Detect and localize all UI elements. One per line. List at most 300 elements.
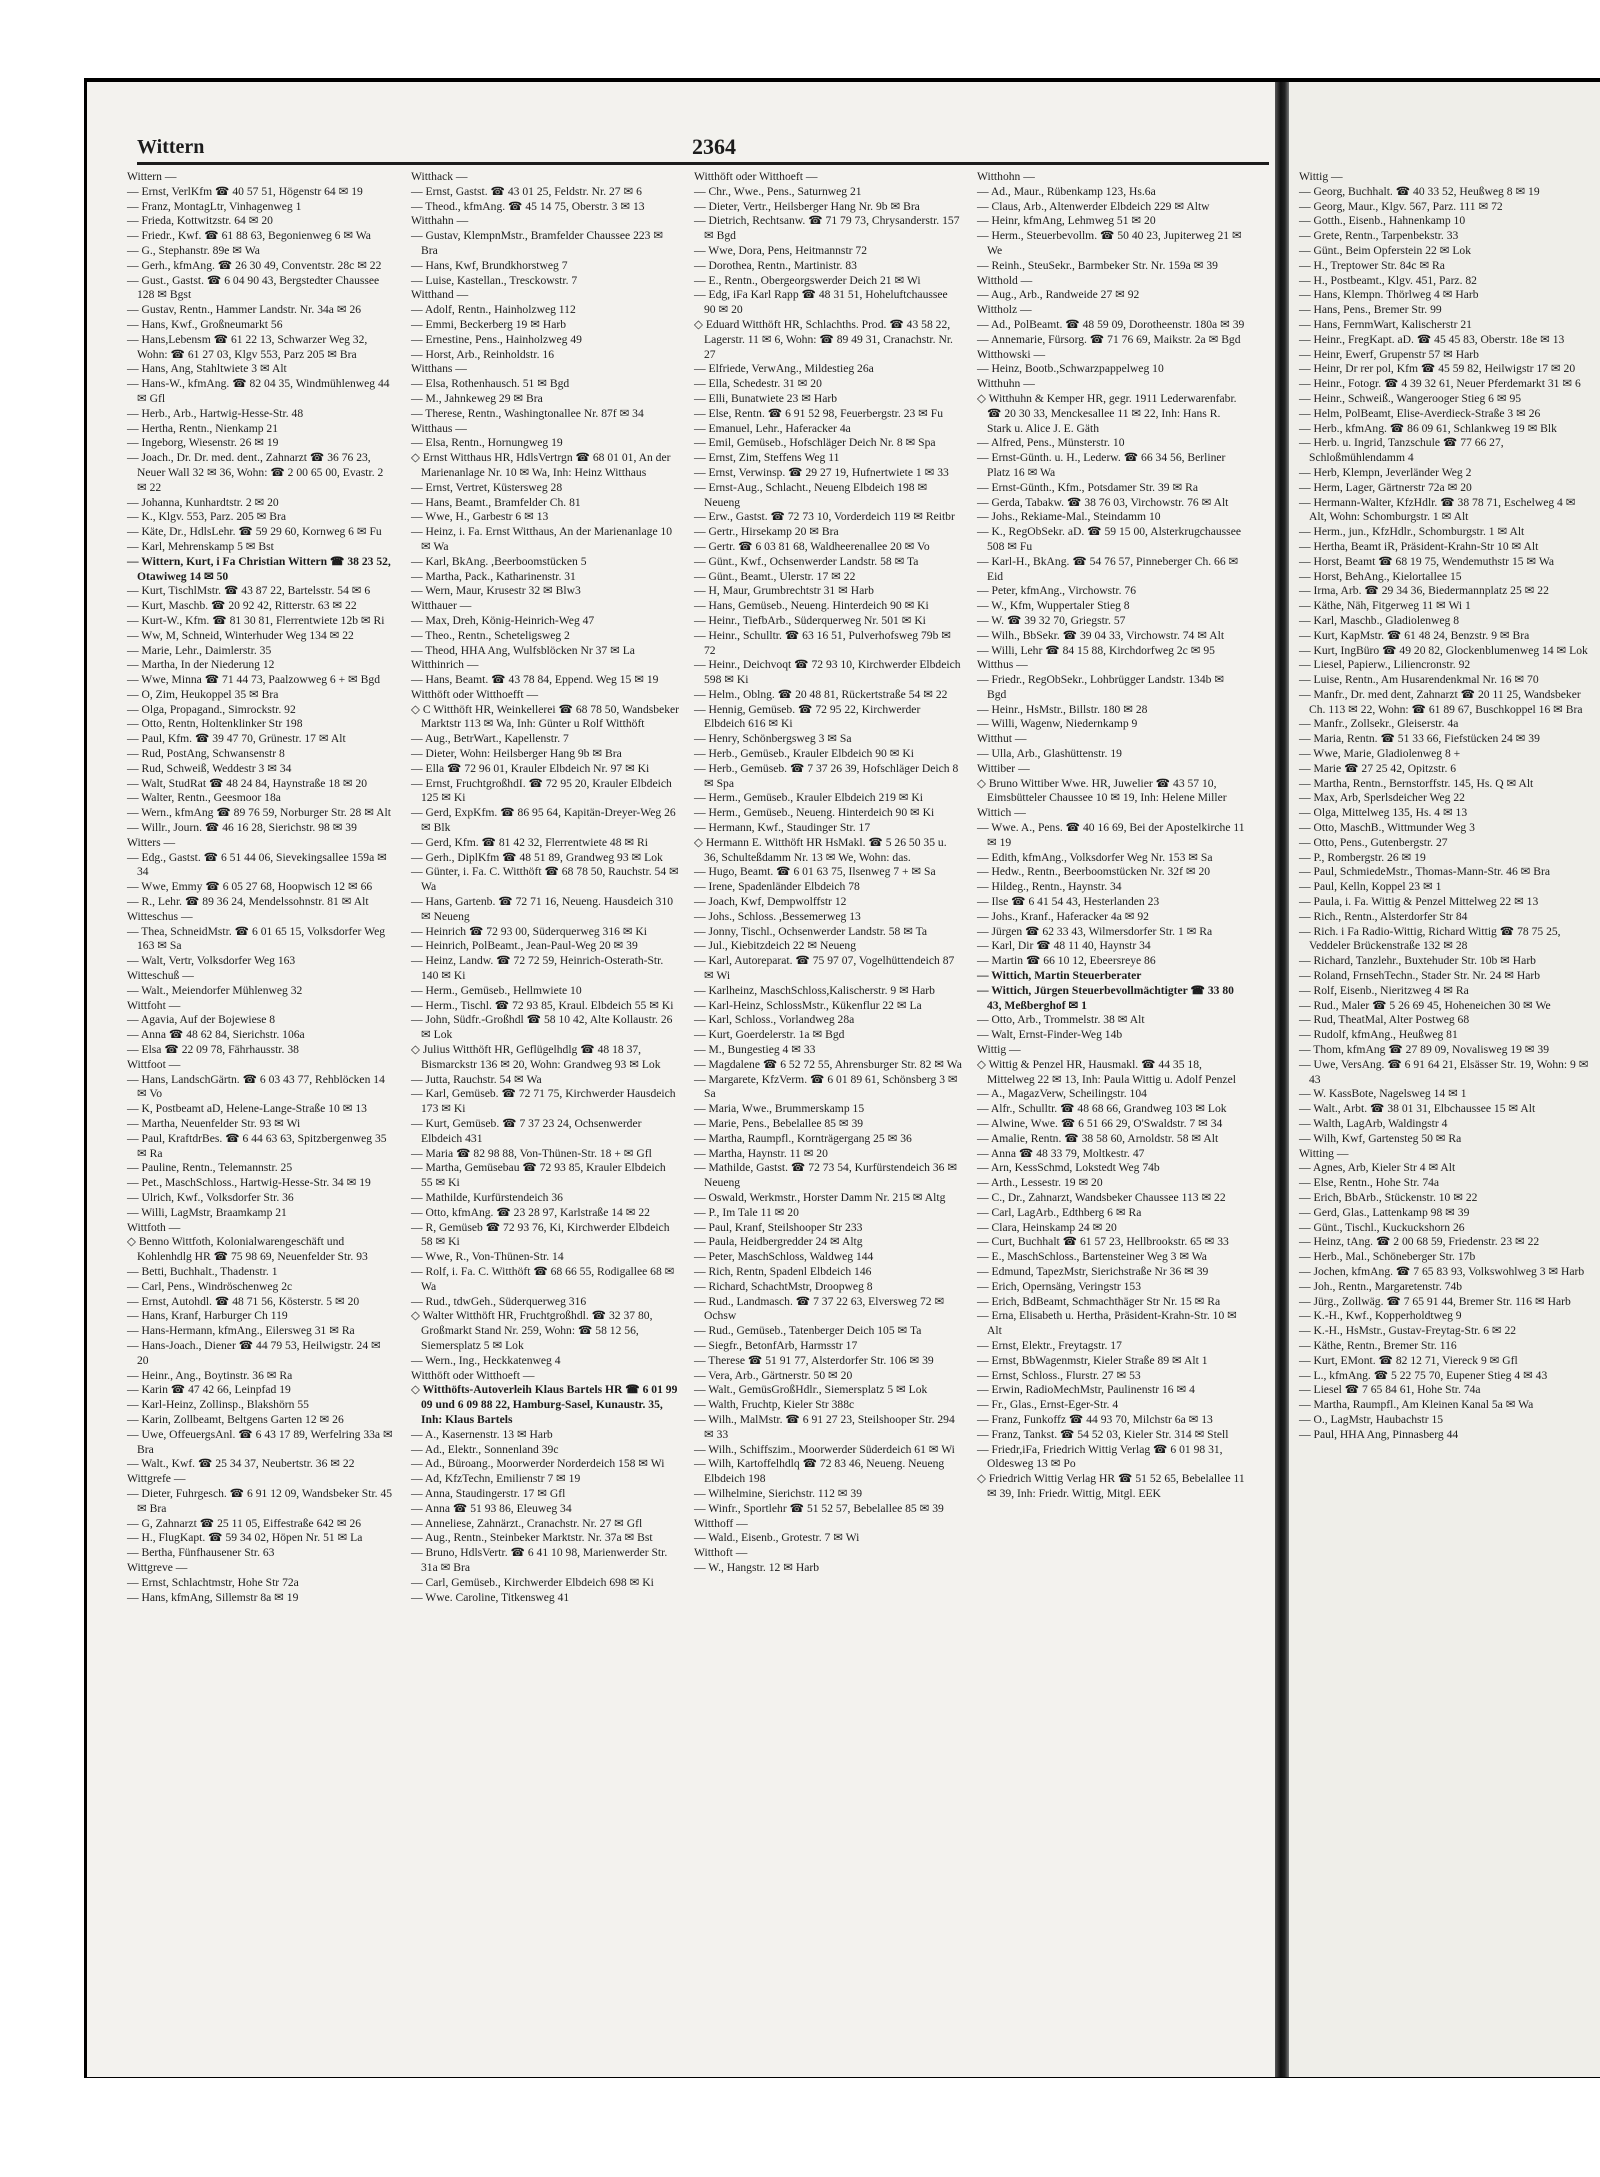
directory-entry: — Adolf, Rentn., Hainholzweg 112 <box>411 303 576 317</box>
directory-entry: — Joach., Dr. Dr. med. dent., Zahnarzt ☎ 36 76 23, Neuer Wall 32 ✉ 36, Wohn: ☎ 2 00 65 00, Evastr. 2 ✉ 22 <box>127 451 384 494</box>
directory-entry: — Clara, Heinskamp 24 ✉ 20 <box>977 1220 1117 1234</box>
directory-entry: — M., Bungestieg 4 ✉ 33 <box>694 1043 816 1057</box>
directory-entry: — Bruno, HdlsVertr. ☎ 6 41 10 98, Marienwerder Str. 31a ✉ Bra <box>411 1546 668 1574</box>
surname-heading: Wittgrefe — <box>127 1472 186 1486</box>
directory-entry: — Heinr, Ewerf, Grupenstr 57 ✉ Harb <box>1299 347 1479 361</box>
directory-entry: — Therese, Rentn., Washingtonallee Nr. 87f ✉ 34 <box>411 406 644 420</box>
surname-heading: Witthans — <box>411 362 467 376</box>
directory-entry: ◇ Bruno Wittiber Wwe. HR, Juwelier ☎ 43 57 10, Eimsbütteler Chaussee 10 ✉ 19, Inh: Helene Miller <box>977 776 1227 805</box>
surname-heading: Wittiber — <box>977 761 1030 775</box>
directory-entry: — Karl, Dir ☎ 48 11 40, Haynstr 34 <box>977 939 1151 953</box>
surname-heading: Witteschus — <box>127 909 193 923</box>
directory-entry: — Fr., Glas., Ernst-Eger-Str. 4 <box>977 1398 1119 1412</box>
directory-entry: — Rich., Rentn., Alsterdorfer Str 84 <box>1299 909 1468 923</box>
directory-entry: — W., Kfm, Wuppertaler Stieg 8 <box>977 599 1130 613</box>
directory-entry: — Karl, Autoreparat. ☎ 75 97 07, Vogelhüttendeich 87 ✉ Wi <box>694 954 955 983</box>
directory-entry: — Wwe, H., Garbestr 6 ✉ 13 <box>411 510 549 524</box>
directory-entry: — Hans,Lebensm ☎ 61 22 13, Schwarzer Weg 32, Wohn: ☎ 61 27 03, Klgv 553, Parz 205 ✉ Bra <box>127 332 368 361</box>
directory-entry: — Hugo, Beamt. ☎ 6 01 63 75, Ilsenweg 7 + ✉ Sa <box>694 865 936 879</box>
directory-entry: — Heinz, Bootb.,Schwarzpappelweg 10 <box>977 362 1164 376</box>
surname-heading: Witthinrich — <box>411 658 479 672</box>
directory-entry: ◇ Friedrich Wittig Verlag HR ☎ 51 52 65, Bebelallee 11 ✉ 39, Inh: Friedr. Wittig, Mitgl. EEK <box>977 1472 1245 1500</box>
directory-entry: — Uwe, OffeuergsAnl. ☎ 6 43 17 89, Werfelring 33a ✉ Bra <box>127 1427 393 1456</box>
directory-entry: — Ella, Schedestr. 31 ✉ 20 <box>694 377 822 391</box>
directory-entry: — Richard, Tanzlehr., Buxtehuder Str. 10b ✉ Harb <box>1299 954 1536 968</box>
directory-entry: — Ernst, Elektr., Freytagstr. 17 <box>977 1338 1122 1352</box>
directory-entry: — Johs., Rekiame-Mal., Steindamm 10 <box>977 510 1161 524</box>
directory-entry: — O., LagMstr, Haubachstr 15 <box>1299 1412 1444 1426</box>
directory-entry: — Edmund, TapezMstr, Sierichstraße Nr 36 ✉ 39 <box>977 1264 1209 1278</box>
directory-entry: — Carl, LagArb., Edthberg 6 ✉ Ra <box>977 1205 1142 1219</box>
directory-entry: — Else, Rentn. ☎ 6 91 52 98, Feuerbergstr. 23 ✉ Fu <box>694 406 944 420</box>
directory-entry: — Luise, Rentn., Am Husarendenkmal Nr. 16 ✉ 70 <box>1299 673 1539 687</box>
directory-entry: — Liesel ☎ 7 65 84 61, Hohe Str. 74a <box>1299 1383 1481 1397</box>
directory-entry: — H, Maur, Grumbrechtstr 31 ✉ Harb <box>694 584 874 598</box>
directory-entry: — W., Hangstr. 12 ✉ Harb <box>694 1560 819 1574</box>
directory-entry: — Otto, Rentn, Holtenklinker Str 198 <box>127 717 303 731</box>
directory-entry: — Herb., Gemüseb., Krauler Elbdeich 90 ✉ Ki <box>694 747 914 761</box>
directory-entry: — Ernst, Zim, Steffens Weg 11 <box>694 451 840 465</box>
directory-entry: — Martha, Pack., Katharinenstr. 31 <box>411 569 576 583</box>
directory-entry: — Olga, Mittelweg 135, Hs. 4 ✉ 13 <box>1299 806 1468 820</box>
directory-entry: — Ernst, Schloss., Flurstr. 27 ✉ 53 <box>977 1368 1141 1382</box>
surname-heading: Witthöft oder Witthoefft — <box>411 687 539 701</box>
directory-entry: — Walth, LagArb, Waldingstr 4 <box>1299 1117 1448 1130</box>
directory-entry: — K.-H., Kwf., Kopperholdtweg 9 <box>1299 1309 1462 1323</box>
directory-entry: — Hertha, Rentn., Nienkamp 21 <box>127 421 279 435</box>
directory-entry: — Wilh, Kwf, Gartensteg 50 ✉ Ra <box>1299 1131 1462 1145</box>
directory-entry: — Ernst-Günth., Kfm., Potsdamer Str. 39 ✉ Ra <box>977 480 1198 494</box>
directory-entry: — Peter, MaschSchloss, Waldweg 144 <box>694 1250 874 1264</box>
directory-entry: — Anna ☎ 51 93 86, Eleuweg 34 <box>411 1501 572 1515</box>
directory-entry: — M., Jahnkeweg 29 ✉ Bra <box>411 391 543 405</box>
directory-entry: — Maria, Rentn. ☎ 51 33 66, Fiefstücken 24 ✉ 39 <box>1299 732 1540 746</box>
directory-entry: — Kurt, IngBüro ☎ 49 20 82, Glockenblumenweg 14 ✉ Lok <box>1299 643 1588 657</box>
directory-entry: — Günter, i. Fa. C. Witthöft ☎ 68 78 50, Rauchstr. 54 ✉ Wa <box>411 865 679 894</box>
directory-entry: — Rud., tdwGeh., Süderquerweg 316 <box>411 1294 587 1308</box>
directory-entry: — Heinrich ☎ 72 93 00, Süderquerweg 316 ✉ Ki <box>411 924 648 938</box>
column-2 <box>411 170 679 1605</box>
directory-entry: ◇ Wittig & Penzel HR, Hausmakl. ☎ 44 35 18, Mittelweg 22 ✉ 13, Inh: Paula Wittig u. Adolf Penzel <box>977 1057 1236 1086</box>
directory-entry: — Max, Arb, Sperlsdeicher Weg 22 <box>1299 791 1465 805</box>
directory-entry: — Friedr., RegObSekr., Lohbrügger Landstr. 134b ✉ Bgd <box>977 673 1225 701</box>
directory-entry: — Peter, kfmAng., Virchowstr. 76 <box>977 584 1136 598</box>
directory-entry: — Hans, Kwf., Großneumarkt 56 <box>127 317 283 331</box>
directory-entry: — Arth., Lessestr. 19 ✉ 20 <box>977 1176 1103 1190</box>
directory-entry: — Herm., jun., KfzHdlr., Schomburgstr. 1 ✉ Alt <box>1299 525 1525 539</box>
directory-entry: — Dieter, Wohn: Heilsberger Hang 9b ✉ Bra <box>411 747 622 761</box>
surname-heading: Wittholz — <box>977 303 1032 317</box>
directory-entry: — Herm., Gemüseb., Krauler Elbdeich 219 ✉ Ki <box>694 791 923 805</box>
directory-entry: — Rolf, Eisenb., Nieritzweg 4 ✉ Ra <box>1299 983 1469 997</box>
directory-entry: — Marie, Pens., Bebelallee 85 ✉ 39 <box>694 1117 864 1130</box>
directory-entry: — Willr., Journ. ☎ 46 16 28, Sierichstr. 98 ✉ 39 <box>127 821 357 835</box>
directory-entry: — Claus, Arb., Altenwerder Elbdeich 229 ✉ Altw <box>977 199 1210 213</box>
directory-entry: — Günt., Beim Opferstein 22 ✉ Lok <box>1299 243 1472 257</box>
surname-heading: Witthoft — <box>694 1546 748 1560</box>
directory-entry: — Frieda, Kottwitzstr. 64 ✉ 20 <box>127 214 273 228</box>
directory-entry: — Hans, Kranf, Harburger Ch 119 <box>127 1309 288 1323</box>
directory-entry: — Karl, Schloss., Vorlandweg 28a <box>694 1013 855 1027</box>
directory-entry: — Kurt, Goerdelerstr. 1a ✉ Bgd <box>694 1028 845 1042</box>
directory-entry: — Hans, Gemüseb., Neueng. Hinterdeich 90 ✉ Ki <box>694 599 929 613</box>
surname-heading: Witters — <box>127 835 176 849</box>
directory-entry: — Gerd, Glas., Lattenkamp 98 ✉ 39 <box>1299 1205 1470 1219</box>
directory-entry: — Max, Dreh, König-Heinrich-Weg 47 <box>411 613 595 627</box>
directory-entry: — Martha, In der Niederung 12 <box>127 658 275 672</box>
directory-entry: — Anna, Staudingerstr. 17 ✉ Gfl <box>411 1486 566 1500</box>
directory-entry: — Winfr., Sportlehr ☎ 51 52 57, Bebelallee 85 ✉ 39 <box>694 1501 944 1515</box>
column-3 <box>694 170 962 1576</box>
directory-entry: — Rud., Gemüseb., Tatenberger Deich 105 ✉ Ta <box>694 1324 922 1338</box>
directory-entry: ◇ Witthuhn & Kemper HR, gegr. 1911 Lederwarenfabr. ☎ 20 30 33, Menckesallee 11 ✉ 22, Inh: Hans R. Stark u. Alice J. E. Gäth <box>977 391 1237 435</box>
directory-entry: — Karl, Gemüseb. ☎ 72 71 75, Kirchwerder Hausdeich 173 ✉ Ki <box>411 1087 676 1116</box>
surname-heading: Wittig — <box>1299 170 1343 183</box>
directory-entry: — Ernst, Gastst. ☎ 43 01 25, Feldstr. Nr. 27 ✉ 6 <box>411 184 642 198</box>
directory-entry: — Uwe, VersAng. ☎ 6 91 64 21, Elsässer Str. 19, Wohn: 9 ✉ 43 <box>1299 1057 1589 1086</box>
directory-entry: — Walt, Vertr, Volksdorfer Weg 163 <box>127 954 296 968</box>
directory-entry: — Ernst, BbWagenmstr, Kieler Straße 89 ✉ Alt 1 <box>977 1353 1208 1367</box>
directory-entry: — Carl, Gemüseb., Kirchwerder Elbdeich 698 ✉ Ki <box>411 1575 654 1589</box>
directory-entry: — Martha, Gemüsebau ☎ 72 93 85, Krauler Elbdeich 55 ✉ Ki <box>411 1161 666 1190</box>
directory-entry: — Paul, Kranf, Steilshooper Str 233 <box>694 1220 863 1234</box>
directory-entry: — Hildeg., Rentn., Haynstr. 34 <box>977 880 1122 894</box>
directory-entry: — Maria ☎ 82 98 88, Von-Thünen-Str. 18 + ✉ Gfl <box>411 1146 652 1160</box>
directory-entry: — Ad., Maur., Rübenkamp 123, Hs.6a <box>977 184 1156 198</box>
directory-entry: — Ernst, FruchtgroßhdI. ☎ 72 95 20, Krauler Elbdeich 125 ✉ Ki <box>411 776 672 805</box>
directory-entry: — Ernst, VerlKfm ☎ 40 57 51, Högenstr 64 ✉ 19 <box>127 184 363 198</box>
directory-entry: — L., kfmAng. ☎ 5 22 75 70, Eupener Stieg 4 ✉ 43 <box>1299 1368 1548 1382</box>
column-1 <box>127 170 395 1605</box>
directory-entry: — Hans, kfmAng, Sillemstr 8a ✉ 19 <box>127 1590 299 1604</box>
directory-entry: — Henry, Schönbergsweg 3 ✉ Sa <box>694 732 852 746</box>
directory-entry: — Horst, Beamt ☎ 68 19 75, Wendemuthstr 15 ✉ Wa <box>1299 554 1554 568</box>
directory-entry: — Ulla, Arb., Glashüttenstr. 19 <box>977 747 1122 761</box>
directory-entry: — Günt., Tischl., Kuckuckshorn 26 <box>1299 1220 1465 1234</box>
directory-entry: — Johs., Schloss. ,Bessemerweg 13 <box>694 909 861 923</box>
directory-entry: — R., Lehr. ☎ 89 36 24, Mendelssohnstr. 81 ✉ Alt <box>127 895 369 909</box>
directory-entry: — Hans-Joach., Diener ☎ 44 79 53, Heilwigstr. 24 ✉ 20 <box>127 1338 381 1367</box>
directory-entry: — Otto, kfmAng. ☎ 23 28 97, Karlstraße 14 ✉ 22 <box>411 1205 650 1219</box>
directory-entry: — Heinz, Landw. ☎ 72 72 59, Heinrich-Osterath-Str. 140 ✉ Ki <box>411 954 664 983</box>
directory-entry: — Jürgen ☎ 62 33 43, Wilmersdorfer Str. 1 ✉ Ra <box>977 924 1213 938</box>
directory-entry: — Mathilde, Kurfürstendeich 36 <box>411 1190 563 1204</box>
directory-entry: — Rud, Schweiß, Weddestr 3 ✉ 34 <box>127 761 292 775</box>
directory-entry: — Heinr., TiefbArb., Süderquerweg Nr. 501 ✉ Ki <box>694 613 926 627</box>
directory-entry: — Reinh., SteuSekr., Barmbeker Str. Nr. 159a ✉ 39 <box>977 258 1218 272</box>
directory-entry: — Walt, StudRat ☎ 48 24 84, Haynstraße 18 ✉ 20 <box>127 776 368 790</box>
directory-entry: — Martha, Neuenfelder Str. 93 ✉ Wi <box>127 1117 301 1130</box>
directory-entry: — Heinr., Deichvoqt ☎ 72 93 10, Kirchwerder Elbdeich 598 ✉ Ki <box>694 658 961 687</box>
directory-entry: — Heinr, Dr rer pol, Kfm ☎ 45 59 82, Heilwigstr 17 ✉ 20 <box>1299 362 1576 376</box>
directory-entry: — A., MagazVerw, Scheilingstr. 104 <box>977 1087 1147 1101</box>
directory-entry: — Karin, Zollbeamt, Beltgens Garten 12 ✉ 26 <box>127 1412 344 1426</box>
directory-entry: — Käthe, Näh, Fitgerweg 11 ✉ Wi 1 <box>1299 599 1471 613</box>
directory-entry: — Kurt, Maschb. ☎ 20 92 42, Ritterstr. 63 ✉ 22 <box>127 599 357 613</box>
directory-entry: — Ella ☎ 72 96 01, Krauler Elbdeich Nr. 97 ✉ Ki <box>411 761 650 775</box>
surname-heading: Witthowski — <box>977 347 1046 361</box>
directory-entry: — Herb., Arb., Hartwig-Hesse-Str. 48 <box>127 406 304 420</box>
directory-entry: — Wilh, Kartoffelhdlq ☎ 72 83 46, Neueng. Neueng Elbdeich 198 <box>694 1457 945 1486</box>
directory-entry: — Wittern, Kurt, i Fa Christian Wittern ☎ 38 23 52, Otawiweg 14 ✉ 50 <box>127 554 391 583</box>
directory-entry: — Wwe, R., Von-Thünen-Str. 14 <box>411 1250 564 1264</box>
directory-entry: — Hans, Gartenb. ☎ 72 71 16, Neueng. Hausdeich 310 ✉ Neueng <box>411 895 674 923</box>
directory-entry: — Ernst-Aug., Schlacht., Neueng Elbdeich 198 ✉ Neueng <box>694 480 928 509</box>
directory-entry: — Käthe, Rentn., Bremer Str. 116 <box>1299 1338 1457 1352</box>
directory-entry: — Elli, Bunatwiete 23 ✉ Harb <box>694 391 838 405</box>
next-page-column <box>1299 170 1591 1443</box>
directory-entry: — Ernst, Autohdl. ☎ 48 71 56, Kösterstr. 5 ✉ 20 <box>127 1294 360 1308</box>
directory-entry: — Anna ☎ 48 62 84, Sierichstr. 106a <box>127 1028 305 1042</box>
directory-entry: — G, Zahnarzt ☎ 25 11 05, Eiffestraße 642 ✉ 26 <box>127 1516 362 1530</box>
directory-entry: — Erich, BbArb., Stückenstr. 10 ✉ 22 <box>1299 1190 1478 1204</box>
directory-entry: — Herm, Lager, Gärtnerstr 72a ✉ 20 <box>1299 480 1472 494</box>
directory-entry: — Günt., Kwf., Ochsenwerder Landstr. 58 ✉ Ta <box>694 554 919 568</box>
directory-entry: — Irma, Arb. ☎ 29 34 36, Biedermannplatz 25 ✉ 22 <box>1299 584 1549 598</box>
directory-entry: — W. ☎ 39 32 70, Griegstr. 57 <box>977 613 1126 627</box>
directory-entry: — Käte, Dr., HdlsLehr. ☎ 59 29 60, Kornweg 6 ✉ Fu <box>127 525 382 539</box>
directory-entry: — Elsa ☎ 22 09 78, Fährhausstr. 38 <box>127 1043 299 1057</box>
directory-entry: — Herm., Gemüseb., Hellmwiete 10 <box>411 983 582 997</box>
directory-entry: — Erich, Opernsäng, Veringstr 153 <box>977 1279 1141 1293</box>
directory-entry: — Ad., Elektr., Sonnenland 39c <box>411 1442 559 1456</box>
directory-entry: — Willi, Wagenw, Niedernkamp 9 <box>977 717 1138 731</box>
directory-entry: — Paula, i. Fa. Wittig & Penzel Mittelweg 22 ✉ 13 <box>1299 895 1539 909</box>
directory-entry: — A., Kasernenstr. 13 ✉ Harb <box>411 1427 553 1441</box>
surname-heading: Wittgreve — <box>127 1560 188 1574</box>
directory-entry: — Willi, LagMstr, Braamkamp 21 <box>127 1205 287 1219</box>
directory-entry: — Magdalene ☎ 6 52 72 55, Ahrensburger Str. 82 ✉ Wa <box>694 1057 962 1071</box>
directory-entry: — Hennig, Gemüseb. ☎ 72 95 22, Kirchwerder Elbdeich 616 ✉ Ki <box>694 702 921 731</box>
directory-entry: — Edith, kfmAng., Volksdorfer Weg Nr. 153 ✉ Sa <box>977 850 1213 864</box>
surname-heading: Witthahn — <box>411 214 469 228</box>
directory-entry: — Rolf, i. Fa. C. Witthöft ☎ 68 66 55, Rodigallee 68 ✉ Wa <box>411 1264 675 1293</box>
directory-entry: — Heinr., Ang., Boytinstr. 36 ✉ Ra <box>127 1368 293 1382</box>
directory-entry: — Walt., GemüsGroßHdlr., Siemersplatz 5 ✉ Lok <box>694 1383 928 1397</box>
directory-entry: — Paul, Kfm. ☎ 39 47 70, Grünestr. 17 ✉ Alt <box>127 732 346 746</box>
directory-entry: — Dietrich, Rechtsanw. ☎ 71 79 73, Chrysanderstr. 157 ✉ Bgd <box>694 214 960 243</box>
directory-entry: — Mathilde, Gastst. ☎ 72 73 54, Kurfürstendeich 36 ✉ Neueng <box>694 1161 958 1190</box>
directory-entry: — Paul, SchmiedeMstr., Thomas-Mann-Str. 46 ✉ Bra <box>1299 865 1551 879</box>
directory-entry: — Rudolf, kfmAng., Heußweg 81 <box>1299 1028 1458 1042</box>
directory-entry: — Roland, FrnsehTechn., Stader Str. Nr. 24 ✉ Harb <box>1299 969 1541 983</box>
directory-entry: — Otto, Arb., Trommelstr. 38 ✉ Alt <box>977 1013 1145 1027</box>
directory-entry: — Horst, Arb., Reinholdstr. 16 <box>411 347 554 361</box>
directory-entry: — Ernst, Schlachtmstr, Hohe Str 72a <box>127 1575 299 1589</box>
directory-entry: — Rud., Maler ☎ 5 26 69 45, Hoheneichen 30 ✉ We <box>1299 998 1551 1012</box>
directory-entry: — Manfr., Dr. med dent, Zahnarzt ☎ 20 11 25, Wandsbeker Ch. 113 ✉ 22, Wohn: ☎ 61 89 67, Buschkoppel 16 ✉ Bra <box>1299 687 1583 716</box>
directory-entry: — Aug., Arb., Randweide 27 ✉ 92 <box>977 288 1140 302</box>
directory-entry: — Friedr,iFa, Friedrich Wittig Verlag ☎ 6 01 98 31, Oldesweg 13 ✉ Po <box>977 1442 1223 1471</box>
directory-entry: — Wwe. A., Pens. ☎ 40 16 69, Bei der Apostelkirche 11 ✉ 19 <box>977 821 1245 849</box>
directory-entry: — Rud, PostAng, Schwansenstr 8 <box>127 747 285 761</box>
directory-entry: — Friedr., Kwf. ☎ 61 88 63, Begonienweg 6 ✉ Wa <box>127 229 371 243</box>
directory-entry: — Liesel, Papierw., Liliencronstr. 92 <box>1299 658 1471 672</box>
directory-entry: — Heinr., FregKapt. aD. ☎ 45 45 83, Oberstr. 18e ✉ 13 <box>1299 332 1565 346</box>
directory-entry: — Walth, Fruchtp, Kieler Str 388c <box>694 1398 855 1412</box>
directory-entry: — Wwe, Minna ☎ 71 44 73, Paalzowweg 6 + ✉ Bgd <box>127 673 380 687</box>
directory-entry: — Alfred, Pens., Münsterstr. 10 <box>977 436 1125 450</box>
surname-heading: Witteschuß — <box>127 969 194 983</box>
directory-entry: — O, Zim, Heukoppel 35 ✉ Bra <box>127 687 279 701</box>
page-number: 2364 <box>692 134 736 159</box>
directory-entry: — Hermann, Kwf., Staudinger Str. 17 <box>694 821 871 835</box>
directory-entry: — Edg, iFa Karl Rapp ☎ 48 31 51, Hoheluftchaussee 90 ✉ 20 <box>694 288 948 317</box>
directory-entry: — C., Dr., Zahnarzt, Wandsbeker Chaussee 113 ✉ 22 <box>977 1190 1226 1204</box>
directory-entry: — Kurt, TischlMstr. ☎ 43 87 22, Bartelsstr. 54 ✉ 6 <box>127 584 371 598</box>
directory-entry: — Karl-H., BkAng. ☎ 54 76 57, Pinneberger Ch. 66 ✉ Eid <box>977 554 1239 583</box>
directory-entry: — Wern, Maur, Krusestr 32 ✉ Blw3 <box>411 584 581 598</box>
directory-entry: — Emmi, Beckerberg 19 ✉ Harb <box>411 317 567 331</box>
directory-entry: — Walt, Ernst-Finder-Weg 14b <box>977 1028 1123 1042</box>
directory-entry: — Karl-Heinz, Zollinsp., Blakshörn 55 <box>127 1398 309 1412</box>
directory-entry: — Wald., Eisenb., Grotestr. 7 ✉ Wi <box>694 1531 860 1545</box>
directory-entry: — Horst, BehAng., Kielortallee 15 <box>1299 569 1462 583</box>
directory-entry: — Karl, Mehrenskamp 5 ✉ Bst <box>127 539 274 553</box>
directory-entry: — Alwine, Wwe. ☎ 6 51 66 29, O'Swaldstr. 7 ✉ 34 <box>977 1117 1223 1130</box>
directory-entry: — Helm., Oblng. ☎ 20 48 81, Rückertstraße 54 ✉ 22 <box>694 687 948 701</box>
directory-entry: — Hans-W., kfmAng. ☎ 82 04 35, Windmühlenweg 44 ✉ Gfl <box>127 377 390 405</box>
directory-entry: — Emil, Gemüseb., Hofschläger Deich Nr. 8 ✉ Spa <box>694 436 936 450</box>
directory-entry: — Ulrich, Kwf., Volksdorfer Str. 36 <box>127 1190 294 1204</box>
directory-entry: — Gertr. ☎ 6 03 81 68, Waldheerenallee 20 ✉ Vo <box>694 539 930 553</box>
header-surname: Wittern <box>137 136 205 158</box>
directory-entry: — Walt., Arbt. ☎ 38 01 31, Elbchaussee 15 ✉ Alt <box>1299 1102 1536 1116</box>
directory-entry: — Ernestine, Pens., Hainholzweg 49 <box>411 332 582 346</box>
directory-entry: — Theod., kfmAng. ☎ 45 14 75, Oberstr. 3 ✉ 13 <box>411 199 645 213</box>
directory-entry: — Heinr., HsMstr., Billstr. 180 ✉ 28 <box>977 702 1148 716</box>
directory-entry: — Herm., Gemüseb., Neueng. Hinterdeich 90 ✉ Ki <box>694 806 935 820</box>
surname-heading: Witthöft oder Witthoeft — <box>411 1368 535 1382</box>
directory-entry: — Georg, Maur., Klgv. 567, Parz. 111 ✉ 72 <box>1299 199 1503 213</box>
directory-entry: — Wwe, Marie, Gladiolenweg 8 + <box>1299 747 1461 761</box>
directory-entry: — Wern., Ing., Heckkatenweg 4 <box>411 1353 561 1367</box>
directory-entry: — Wilhelmine, Sierichstr. 112 ✉ 39 <box>694 1486 863 1500</box>
directory-entry: — Hans, Kwf, Brundkhorstweg 7 <box>411 258 568 272</box>
directory-entry: — Herb., Mal., Schöneberger Str. 17b <box>1299 1250 1476 1264</box>
directory-entry: — Karl-Heinz, SchlossMstr., Kükenflur 22 ✉ La <box>694 998 922 1012</box>
surname-heading: Wittich — <box>977 806 1026 820</box>
surname-heading: Wittern — <box>127 170 177 183</box>
directory-entry: — Wern., kfmAng ☎ 89 76 59, Norburger Str. 28 ✉ Alt <box>127 806 391 820</box>
surname-heading: Witthack — <box>411 170 468 183</box>
directory-entry: — Walt., Meiendorfer Mühlenweg 32 <box>127 983 303 997</box>
directory-entry: — Paul, Kelln, Koppel 23 ✉ 1 <box>1299 880 1442 894</box>
directory-entry: — Ilse ☎ 6 41 54 43, Hesterlanden 23 <box>977 895 1160 909</box>
header-rule <box>137 162 1269 165</box>
directory-entry: — Pauline, Rentn., Telemannstr. 25 <box>127 1161 293 1175</box>
directory-entry: — Paula, Heidbergredder 24 ✉ Altg <box>694 1235 863 1249</box>
directory-entry: — Hans-Hermann, kfmAng., Eilersweg 31 ✉ Ra <box>127 1324 355 1338</box>
directory-entry: ◇ Benno Wittfoth, Kolonialwarengeschäft und Kohlenhdlg HR ☎ 75 98 69, Neuenfelder Str. 93 <box>127 1235 368 1264</box>
directory-entry: — Martha, Haynstr. 11 ✉ 20 <box>694 1146 828 1160</box>
directory-entry: — Rud, TheatMal, Alter Postweg 68 <box>1299 1013 1470 1027</box>
directory-entry: — Herb., Gemüseb. ☎ 7 37 26 39, Hofschläger Deich 8 ✉ Spa <box>694 761 959 790</box>
directory-entry: — Wittich, Martin Steuerberater <box>977 969 1142 983</box>
directory-entry: — Hans, FernmWart, Kalischerstr 21 <box>1299 317 1472 331</box>
directory-entry: — Vera, Arb., Gärtnerstr. 50 ✉ 20 <box>694 1368 853 1382</box>
column-4 <box>977 170 1245 1502</box>
directory-entry: — Gotth., Eisenb., Hahnenkamp 10 <box>1299 214 1466 228</box>
surname-heading: Wittfoot — <box>127 1057 181 1071</box>
directory-entry: — Anneliese, Zahnärzt., Cranachstr. Nr. 27 ✉ Gfl <box>411 1516 643 1530</box>
directory-entry: — Kurt, KapMstr. ☎ 61 48 24, Benzstr. 9 ✉ Bra <box>1299 628 1530 642</box>
directory-entry: — Thom, kfmAng ☎ 27 89 09, Novalisweg 19 ✉ 39 <box>1299 1043 1550 1057</box>
surname-heading: Witthuhn — <box>977 377 1035 391</box>
directory-entry: — Hans, Pens., Bremer Str. 99 <box>1299 303 1442 317</box>
directory-entry: — Paul, HHA Ang, Pinnasberg 44 <box>1299 1427 1459 1441</box>
directory-entry: — Aug., BetrWart., Kapellenstr. 7 <box>411 732 569 746</box>
directory-entry: — Günt., Beamt., Ulerstr. 17 ✉ 22 <box>694 569 856 583</box>
directory-entry: — Betti, Buchhalt., Thadenstr. 1 <box>127 1264 278 1278</box>
directory-entry: — Arn, KessSchmd, Lokstedt Weg 74b <box>977 1161 1160 1175</box>
directory-entry: — Heinr., Schulltr. ☎ 63 16 51, Pulverhofsweg 79b ✉ 72 <box>694 628 951 657</box>
directory-entry: — Rud., Landmasch. ☎ 7 37 22 63, Elversweg 72 ✉ Ochsw <box>694 1294 945 1323</box>
directory-entry: — Johs., Kranf., Haferacker 4a ✉ 92 <box>977 909 1149 923</box>
directory-entry: — Hertha, Beamt iR, Präsident-Krahn-Str 10 ✉ Alt <box>1299 539 1539 553</box>
directory-entry: — Thea, SchneidMstr. ☎ 6 01 65 15, Volksdorfer Weg 163 ✉ Sa <box>127 924 386 953</box>
surname-heading: Witthohn — <box>977 170 1035 183</box>
directory-entry: — P., Rombergstr. 26 ✉ 19 <box>1299 850 1426 864</box>
directory-entry: ◇ Julius Witthöft HR, Geflügelhdlg ☎ 48 18 37, Bismarckstr 136 ✉ 20, Wohn: Grandweg 93 ✉ Lok <box>411 1043 661 1071</box>
directory-entry: — Jul., Kiebitzdeich 22 ✉ Neueng <box>694 939 857 953</box>
directory-entry: — Gerda, Tabakw. ☎ 38 76 03, Virchowstr. 76 ✉ Alt <box>977 495 1229 509</box>
directory-entry: — Gustav, KlempnMstr., Bramfelder Chaussee 223 ✉ Bra <box>411 229 664 257</box>
directory-entry: — Karl, Maschb., Gladiolenweg 8 <box>1299 613 1460 627</box>
directory-entry: — Emanuel, Lehr., Haferacker 4a <box>694 421 851 435</box>
directory-entry: — Grete, Rentn., Tarpenbekstr. 33 <box>1299 229 1459 243</box>
directory-entry: — Hans, Klempn. Thörlweg 4 ✉ Harb <box>1299 288 1479 302</box>
directory-entry: — Elfriede, VerwAng., Mildestieg 26a <box>694 362 874 376</box>
directory-entry: — Walter, Rentn., Geesmoor 18a <box>127 791 281 805</box>
directory-entry: ◇ C Witthöft HR, Weinkellerei ☎ 68 78 50, Wandsbeker Marktstr 113 ✉ Wa, Inh: Günter u Rolf Witthöft <box>411 702 679 731</box>
directory-entry: — Jutta, Rauchstr. 54 ✉ Wa <box>411 1072 542 1086</box>
directory-entry: — Karlheinz, MaschSchloss,Kalischerstr. 9 ✉ Harb <box>694 983 935 997</box>
surname-heading: Witthold — <box>977 273 1033 287</box>
directory-entry: — Pet., MaschSchloss., Hartwig-Hesse-Str. 34 ✉ 19 <box>127 1176 371 1190</box>
directory-entry: — Franz, Funkoffz ☎ 44 93 70, Milchstr 6a ✉ 13 <box>977 1412 1213 1426</box>
directory-entry: — Otto, Pens., Gutenbergstr. 27 <box>1299 835 1448 849</box>
next-page-fragment <box>1289 82 1600 2077</box>
directory-entry: — Richard, SchachtMstr, Droopweg 8 <box>694 1279 873 1293</box>
directory-entry: — Dieter, Vertr., Heilsberger Hang Nr. 9b ✉ Bra <box>694 199 920 213</box>
directory-entry: — G., Stephanstr. 89e ✉ Wa <box>127 243 260 257</box>
directory-entry: — Hans, LandschGärtn. ☎ 6 03 43 77, Rehblöcken 14 ✉ Vo <box>127 1072 385 1101</box>
directory-entry: — Jonny, Tischl., Ochsenwerder Landstr. 58 ✉ Ta <box>694 924 928 938</box>
directory-entry: — Rich. i Fa Radio-Wittig, Richard Wittig ☎ 78 75 25, Veddeler Brückenstraße 132 ✉ 28 <box>1299 924 1561 953</box>
firm-entry: ◇ Witthöfts-Autoverleih Klaus Bartels HR ☎ 6 01 99 09 und 6 09 88 22, Hamburg-Sasel, Kunaustr. 35, Inh: Klaus Bartels <box>411 1383 678 1426</box>
directory-entry: — Martha, Rentn., Bernstorffstr. 145, Hs. Q ✉ Alt <box>1299 776 1534 790</box>
directory-entry: — Gerh., DiplKfm ☎ 48 51 89, Grandweg 93 ✉ Lok <box>411 850 663 864</box>
directory-entry: — Hans, Beamt., Bramfelder Ch. 81 <box>411 495 581 509</box>
directory-entry: — Marie ☎ 27 25 42, Opitzstr. 6 <box>1299 761 1457 775</box>
directory-entry: — Chr., Wwe., Pens., Saturnweg 21 <box>694 184 862 198</box>
directory-entry: — Heinz, tAng. ☎ 2 00 68 59, Friedenstr. 23 ✉ 22 <box>1299 1235 1540 1249</box>
directory-entry: — Aug., Rentn., Steinbeker Marktstr. Nr. 37a ✉ Bst <box>411 1531 653 1545</box>
directory-entry: — Herb. u. Ingrid, Tanzschule ☎ 77 66 27, Schloßmühlendamm 4 <box>1299 436 1504 465</box>
surname-heading: Witting — <box>1299 1146 1349 1160</box>
directory-entry: — Wittich, Jürgen Steuerbevollmächtigter ☎ 33 80 43, Meßberghof ✉ 1 <box>977 983 1234 1012</box>
directory-entry: — Ernst, Verwinsp. ☎ 29 27 19, Hufnertwiete 1 ✉ 33 <box>694 465 949 479</box>
surname-heading: Witthöft oder Witthoeft — <box>694 170 818 183</box>
directory-entry: — E., Rentn., Obergeorgswerder Deich 21 ✉ Wi <box>694 273 921 287</box>
directory-entry: — Else, Rentn., Hohe Str. 74a <box>1299 1176 1440 1190</box>
directory-entry: — Heinr., Schweiß., Wangerooger Stieg 6 ✉ 95 <box>1299 391 1522 405</box>
directory-entry: — Heinz, i. Fa. Ernst Witthaus, An der Marienanlage 10 ✉ Wa <box>411 525 673 553</box>
directory-entry: ◇ Eduard Witthöft HR, Schlachths. Prod. ☎ 43 58 22, Lagerstr. 11 ✉ 6, Wohn: ☎ 89 49 31, Cranachstr. Nr. 27 <box>694 317 953 361</box>
directory-entry: — Kurt, EMont. ☎ 82 12 71, Viereck 9 ✉ Gfl <box>1299 1353 1518 1367</box>
directory-entry: — Wwe, Dora, Pens, Heitmannstr 72 <box>694 243 868 257</box>
